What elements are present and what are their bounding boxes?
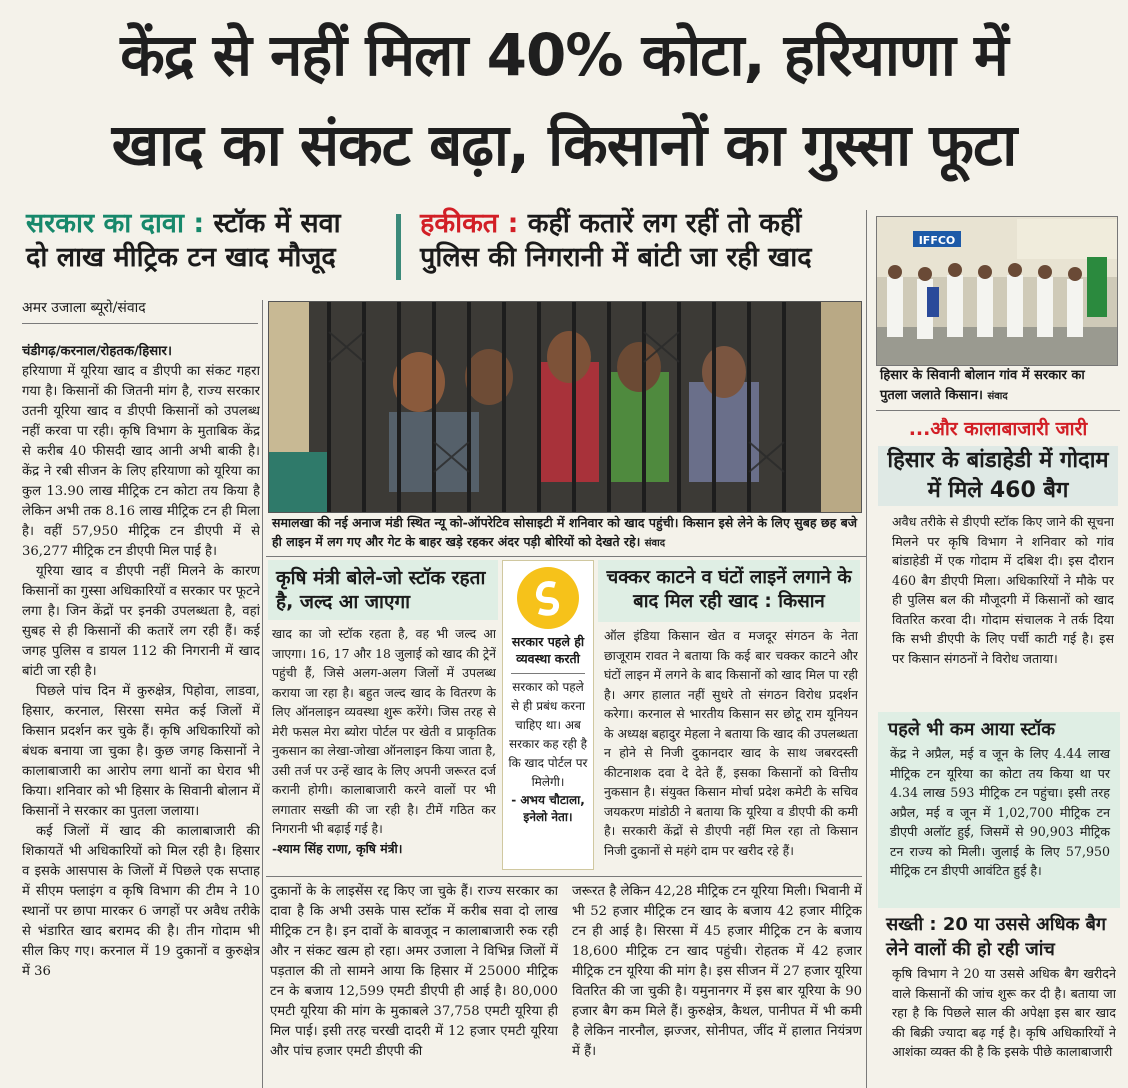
farmers-body — [604, 626, 858, 872]
reality-line2: पुलिस की निगरानी में बांटी जा रही खाद — [420, 242, 812, 273]
less-stock-text: केंद्र ने अप्रैल, मई व जून के लिए 4.44 लाख मीट्रिक टन यूरिया का कोटा तय किया था पर 4.34 लाख 593 मीट्रिक टन पहुंचा। इसी तरह अप्रैल, मई व जून में 1,02,700 मीट्रिक टन डीएपी अलॉट हुई, जिसमें से 90,903 मीट्रिक टन राज्य को मिली। जुलाई के लिए 57,950 मीट्रिक टन डीएपी आवंटित हुई है। — [890, 746, 1110, 878]
side-photo-caption — [880, 366, 1116, 407]
col1-para-4: कई जिलों में खाद की कालाबाजारी की शिकायतें भी अधिकारियों को मिल रही है। हिसार व इसके आसपास के जिलों में पिछले एक सप्ताह में सीएम फ्लाइंग व कृषि विभाग की टीम ने 10 स्थानों पर छापा मारकर 6 जगहों पर अवैध तरीके से भंडारित खाद बरामद की है। तीन गोदाम भी सील किए गए। करनाल में 19 दुकानों व कुरुक्षेत्र में 36 — [22, 824, 260, 979]
less-stock-title: पहले भी कम आया स्टॉक — [888, 719, 1056, 740]
iffco-sign: IFFCO — [918, 234, 956, 247]
reality-label: हकीकत : — [420, 208, 519, 239]
byline-rule — [22, 323, 258, 324]
side-photo-effigy-protest — [876, 216, 1118, 366]
col1-para-2: यूरिया खाद व डीएपी नहीं मिलने के कारण किसानों का गुस्सा अधिकारियों व सरकार पर फूटने लगा है। जिन केंद्रों पर इनकी उपलब्धता है, वहां सुबह से ही किसानों की कतारें लग रही हैं। कई जगह पुलिस व डायल 112 की निगरानी में खाद बांटी जा रही है। — [22, 564, 260, 679]
farmers-text: ऑल इंडिया किसान खेत व मजदूर संगठन के नेता छाजूराम रावत ने बताया कि कई बार चक्कर काटने और घंटों लाइन में लगने के बाद किसानों को खाद मिल पा रही है। अगर हालात नहीं सुधरे तो संगठन विरोध प्रदर्शन करेगा। करनाल से भारतीय किसान सर छोटू राम यूनियन के अध्यक्ष बहादुर मेहला ने बताया कि खाद की उपलब्धता न होने से निजी दुकानदार खाद के साथ जबरदस्ती कीटनाशक दवा दे देते हैं, इसका किसानों को वित्तीय नुकसान है। संयुक्त किसान मोर्चा प्रदेश कमेटी के सचिव जयकरण मांडोठी ने बताया कि यूरिया व डीएपी की कमी है। सरकारी केंद्रों से डीएपी नहीं मिल रहा तो किसान निजी दुकानों से महंगे दाम पर खरीद रहे हैं। — [604, 628, 858, 858]
quote-rule — [511, 673, 585, 674]
col3-bottom-text: जरूरत है लेकिन 42,28 मीट्रिक टन यूरिया मिली। भिवानी में भी 52 हजार मीट्रिक टन खाद के बजाय 42 हजार मीट्रिक टन ही आई है। सिरसा में 45 हजार मीट्रिक टन के बजाय 18,600 मीट्रिक टन खाद पहुंची। रोहतक में 42 हजार मीट्रिक टन यूरिया की मांग है। इस सीजन में 27 हजार यूरिया वितरित की जा चुकी है। यमुनानगर में इस बार यूरिया के 90 हजार बैग कम मिले हैं। कुरुक्षेत्र, कैथल, पानीपत में भी कमी है लेकिन नारनौल, झज्जर, सोनीपत, जींद में हालात नियंत्रण में हैं। — [572, 884, 862, 1059]
reality-line1: कहीं कतारें लग रहीं तो कहीं — [518, 208, 802, 239]
main-story-column-1 — [22, 342, 260, 1088]
main-photo-caption-text: समालखा की नई अनाज मंडी स्थित न्यू को-ऑपरेटिव सोसाइटी में शनिवार को खाद पहुंची। किसान इसे लेने के लिए सुबह छह बजे ही लाइन में लग गए और गेट के बाहर खड़े रहकर अंदर पड़ी बोरियों को देखते रहे। — [272, 515, 858, 549]
black-market-kicker: ...और कालाबाजारी जारी — [908, 418, 1088, 440]
main-photo-crowd-at-gate — [268, 301, 862, 513]
claim-subhead — [26, 207, 386, 275]
quote-icon — [517, 567, 579, 629]
minister-title-box — [268, 560, 498, 620]
claim-label: सरकार का दावा : — [26, 208, 205, 239]
black-market-text: अवैध तरीके से डीएपी स्टॉक किए जाने की सूचना मिलने पर कृषि विभाग ने शनिवार को गांव बांडाहेडी में एक गोदाम में दबिश दी। इस दौरान 460 बैग डीएपी मिला। अधिकारियों ने मौके पर ही पुलिस बल की मौजूदगी में किसानों को खाद वितरित करवा दी। गोदाम संचालक ने तर्क दिया कि सभी डीएपी के लिए पर्ची काटी गई है। इस पर किसान संगठनों ने विरोध जताया। — [892, 514, 1114, 666]
byline: अमर उजाला ब्यूरो/संवाद — [22, 300, 146, 316]
col1-para-3: पिछले पांच दिन में कुरुक्षेत्र, पिहोवा, लाडवा, हिसार, करनाल, सिरसा समेत कई जिलों में किसान प्रदर्शन कर चुके हैं। कृषि अधिकारियों को बंधक बनाया जा चुका है। कुछ जगह किसानों ने कालाबाजारी का आरोप लगा थानों का घेराव भी किया। शनिवार को भी हिसार के सिवानी बोलान में किसानों ने सरकार का पुतला जलाया। — [22, 684, 260, 819]
gate-illustration — [269, 302, 861, 512]
side-photo-caption-credit: संवाद — [987, 391, 1008, 402]
strictness-title: सख्ती : 20 या उससे अधिक बैग लेने वालों की हो रही जांच — [886, 914, 1107, 960]
reality-subhead — [420, 207, 870, 275]
col1-para-1: हरियाणा में यूरिया खाद व डीएपी का संकट गहरा गया है। किसानों की जितनी मांग है, राज्य सरकार उतनी यूरिया खाद व डीएपी किसानों को उपलब्ध नहीं करवा पा रही। कृषि विभाग के मुताबिक केंद्र से करीब 40 फीसदी खाद आनी अभी बाकी है। केंद्र ने रबी सीजन के लिए हरियाणा को यूरिया का कुल 13.90 लाख मीट्रिक टन कोटा तय किया है लेकिन अभी तक 8.16 लाख मीट्रिक टन ही मिला है। वहीं 57,950 मीट्रिक टन डीएपी में से 36,277 मीट्रिक टन डीएपी मिल पाई है। — [22, 364, 260, 559]
headline-line-2: खाद का संकट बढ़ा, किसानों का गुस्सा फूटा — [111, 111, 1017, 179]
quote-text: सरकार को पहले से ही प्रबंध करना चाहिए था। अब सरकार कह रही है कि खाद पोर्टल पर मिलेगी। — [508, 680, 588, 789]
black-market-title: हिसार के बांडाहेडी में गोदाम में मिले 460 बैग — [878, 446, 1118, 506]
main-story-column-2 — [270, 882, 558, 1088]
side-rule-1 — [876, 410, 1120, 411]
protest-illustration — [877, 217, 1117, 365]
farmers-title-box — [598, 560, 860, 622]
col2-bottom-text: दुकानों के के लाइसेंस रद्द किए जा चुके हैं। राज्य सरकार का दावा है कि अभी उसके पास स्टॉक में करीब सवा दो लाख मीट्रिक टन है। इन दावों के बावजूद न कालाबाजारी रुक रही और न संकट खत्म हो रहा। अमर उजाला ने विभिन्न जिलों में पड़ताल की तो सामने आया कि हिसार में 25000 मीट्रिक टन के बजाय 12,599 एमटी डीएपी ही आई है। 80,000 एमटी यूरिया की मांग के मुकाबले 37,758 एमटी यूरिया ही मिल पाई। इसी तरह चरखी दादरी में 12 हजार एमटी यूरिया और पांच हजार एमटी डीएपी की — [270, 884, 558, 1059]
minister-sign: -श्याम सिंह राणा, कृषि मंत्री। — [272, 840, 403, 856]
claim-line2: दो लाख मीट्रिक टन खाद मौजूद — [26, 242, 336, 273]
less-stock-box — [878, 712, 1120, 908]
main-photo-caption — [272, 513, 862, 553]
minister-title: कृषि मंत्री बोले-जो स्टॉक रहता है, जल्द आ जाएगा — [276, 567, 486, 613]
claim-line1: स्टॉक में सवा — [204, 208, 341, 239]
minister-text: खाद का जो स्टॉक रहता है, वह भी जल्द आ जाएगा। 16, 17 और 18 जुलाई को खाद की ट्रेनें पहुंची हैं, जिसे अलग-अलग जिलों में उपलब्ध कराया जा रहा है। बहुत जल्द खाद के वितरण के लिए ऑनलाइन व्यवस्था शुरू करेंगे। जिस तरह से मेरी फसल मेरा ब्योरा पोर्टल पर खेती व प्राकृतिक नुकसान का लेखा-जोखा ऑनलाइन किया जाता है, उसी तर्ज पर उन्हें खाद के लिए अपनी जरूरत दर्ज करानी होगी। कालाबाजारी करने वालों पर भी लगातार सख्ती की जा रही है। टीमें गठित कर निगरानी भी बढ़ाई गई है। — [272, 626, 496, 836]
subhead-divider — [396, 214, 401, 280]
boxes-bottom-rule — [266, 876, 862, 877]
headline-line-1: केंद्र से नहीं मिला 40% कोटा, हरियाणा में — [120, 21, 1008, 89]
column-rule-2 — [866, 210, 867, 1088]
main-story-column-3 — [572, 882, 862, 1088]
strictness-body — [892, 964, 1116, 1088]
side-photo-caption-text: हिसार के सिवानी बोलान गांव में सरकार का पुतला जलाते किसान। — [880, 368, 1085, 403]
strictness-text: कृषि विभाग ने 20 या उससे अधिक बैग खरीदने वाले किसानों की जांच शुरू कर दी है। बताया जा रहा है कि पिछले साल की अपेक्षा इस बार खाद की बिक्री ज्यादा बढ़ गई है। कृषि अधिकारियों ने आशंका व्यक्त की है कि इसके पीछे कालाबाजारी — [892, 966, 1116, 1059]
main-photo-caption-credit: संवाद — [644, 538, 666, 549]
dateline: चंडीगढ़/करनाल/रोहतक/हिसार। — [22, 344, 172, 359]
black-market-body — [892, 512, 1114, 708]
minister-body — [272, 624, 496, 864]
column-rule-1 — [262, 300, 263, 1088]
quote-sign: - अभय चौटाला, इनेलो नेता। — [511, 793, 585, 824]
quote-box — [502, 560, 594, 870]
quote-title: सरकार पहले ही व्यवस्था करती — [511, 634, 585, 666]
farmers-title: चक्कर काटने व घंटों लाइनें लगाने के बाद मिल रही खाद : किसान — [606, 567, 852, 612]
caption-rule — [266, 556, 866, 557]
